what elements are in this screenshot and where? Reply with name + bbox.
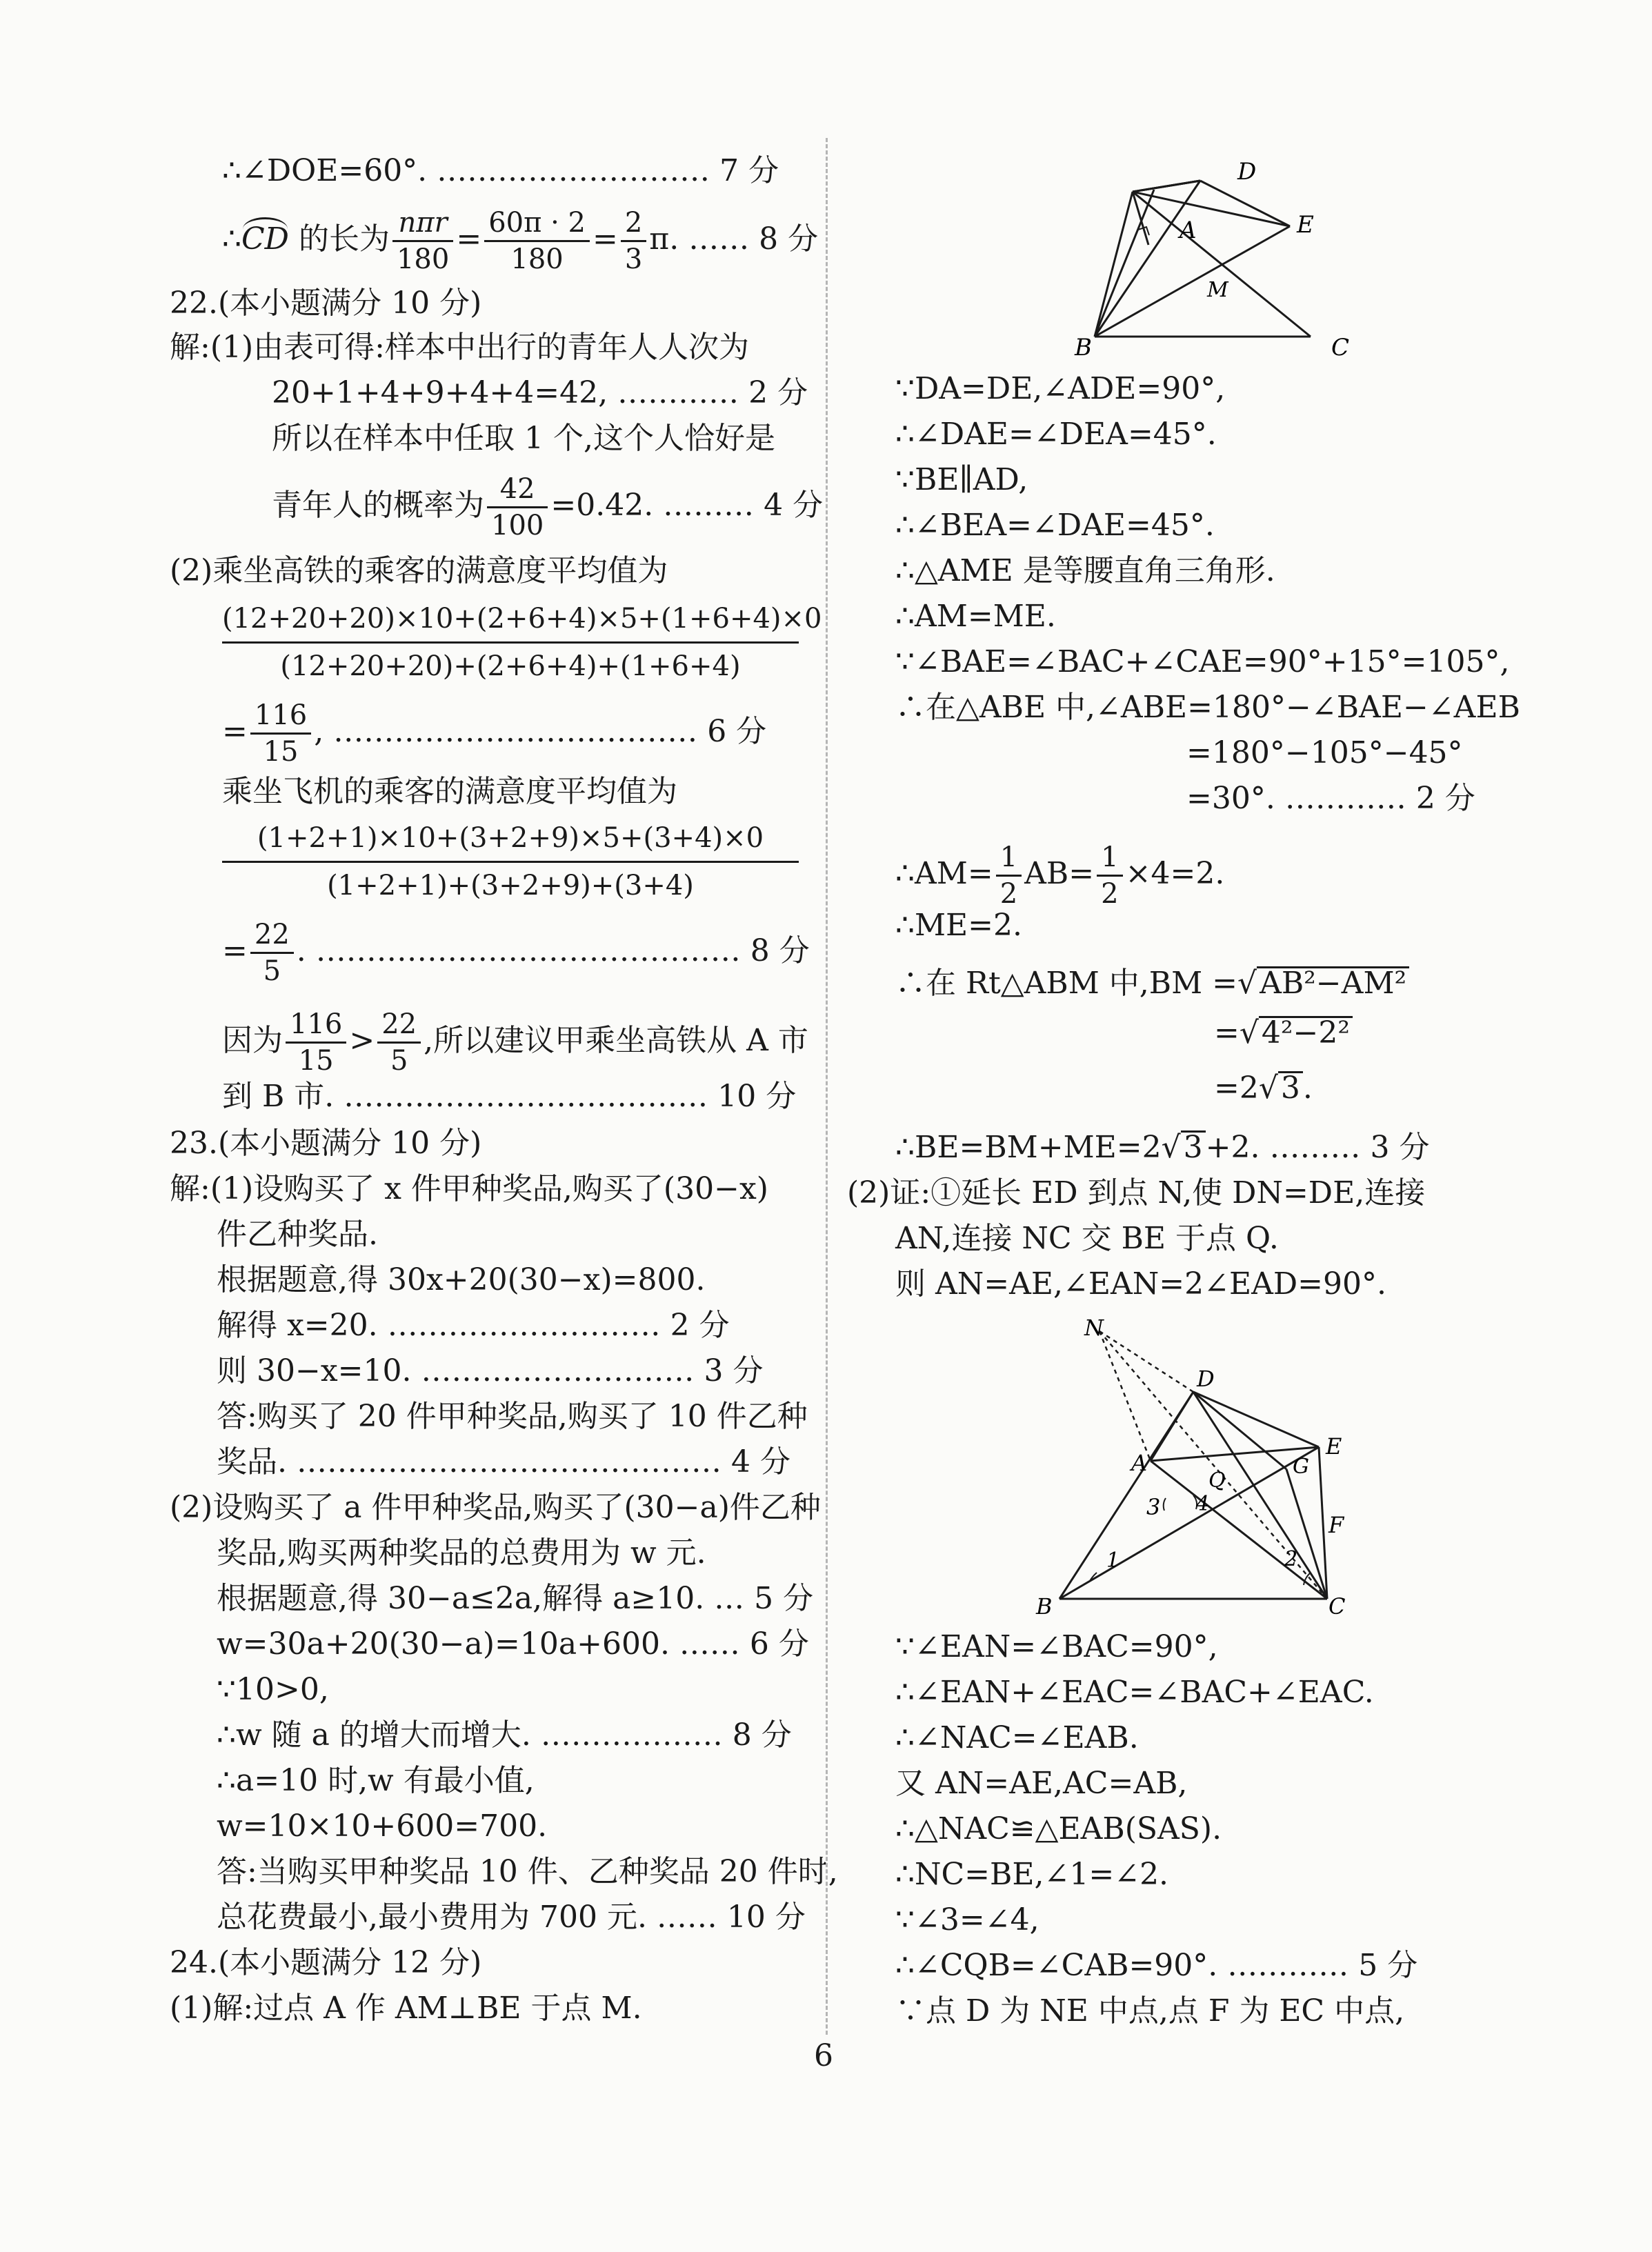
right-line: 又 AN=AE,AC=AB,	[895, 1766, 1188, 1801]
left-line: 答:当购买甲种奖品 10 件、乙种奖品 20 件时,	[217, 1854, 838, 1889]
right-line: ∴BE=BM+ME=2√3+2. ……… 3 分	[895, 1130, 1430, 1165]
right-line: ∴在 Rt△ABM 中,BM =√AB²−AM²	[895, 963, 1409, 1004]
left-line: 解得 x=20. ……………………… 2 分	[217, 1308, 730, 1343]
question-title: 23.(本小题满分 10 分)	[170, 1126, 482, 1161]
left-line: 解:(1)由表可得:样本中出行的青年人人次为	[170, 330, 749, 365]
right-line: =30°. ………… 2 分	[1186, 781, 1475, 816]
fraction: $\frac{1}{2}$	[1097, 840, 1122, 911]
right-line: ∴ME=2.	[895, 908, 1023, 943]
fig2-label-4: 4	[1196, 1492, 1210, 1516]
fig2-dashed-line	[1099, 1331, 1151, 1461]
left-line: = $\frac{116}{15}$ , ……………………………… 6 分	[222, 699, 767, 768]
fig1-label-m: M	[1207, 278, 1228, 302]
left-line: 奖品. …………………………………… 4 分	[217, 1444, 790, 1479]
left-line: w=30a+20(30−a)=10a+600. …… 6 分	[217, 1626, 809, 1662]
fraction: $\frac{116}{15}$	[286, 1007, 346, 1078]
right-line: ∵BE∥AD,	[895, 462, 1028, 497]
fig1-label-a: A	[1180, 217, 1197, 244]
fig2-label-b: B	[1036, 1593, 1053, 1620]
left-line: ∴CD 的长为 $\frac{\text{nπr}}{180}$ = $\frac{60\pi \cdot 2}{180}$ = $\frac{2}{3}$ π. …… 8 分	[222, 207, 819, 275]
left-line: 总花费最小,最小费用为 700 元. …… 10 分	[217, 1900, 806, 1935]
right-line: ∵∠EAN=∠BAC=90°,	[895, 1629, 1218, 1664]
right-line: ∵∠BAE=∠BAC+∠CAE=90°+15°=105°,	[895, 644, 1510, 679]
big-fraction: $\frac{(1+2+1)\times 10+(3+2+9)\times 5+(3+4)\times 0}{(1+2+1)+(3+2+9)+(3+4)}$	[222, 819, 799, 904]
fig2-label-f: F	[1328, 1512, 1344, 1538]
sqrt: AB²−AM²	[1257, 966, 1409, 999]
right-line: ∴∠EAN+∠EAC=∠BAC+∠EAC.	[895, 1675, 1374, 1710]
left-line: 到 B 市. ……………………………… 10 分	[222, 1079, 797, 1114]
fig1-label-d: D	[1237, 158, 1257, 186]
fraction: $\frac{1}{2}$	[996, 840, 1022, 911]
right-line: ∵DA=DE,∠ADE=90°,	[895, 371, 1226, 406]
right-line: (2)证:①延长 ED 到点 N,使 DN=DE,连接	[847, 1175, 1426, 1210]
left-line: 乘坐飞机的乘客的满意度平均值为	[222, 774, 677, 809]
sqrt: 3	[1181, 1130, 1206, 1163]
question-title: 24.(本小题满分 12 分)	[170, 1945, 482, 1980]
sqrt: 3	[1278, 1071, 1303, 1104]
fig2-label-g: G	[1293, 1455, 1309, 1479]
left-line: = $\frac{22}{5}$ . …………………………………… 8 分	[222, 919, 810, 987]
right-line: ∴△NAC≌△EAB(SAS).	[895, 1811, 1222, 1846]
left-line: 所以在样本中任取 1 个,这个人恰好是	[272, 421, 775, 456]
fig2-line	[1059, 1447, 1319, 1599]
right-line: =180°−105°−45°	[1186, 735, 1463, 770]
right-line: =√4²−2²	[1214, 1013, 1353, 1054]
left-line: ∴∠DOE=60°. ……………………… 7 分	[222, 153, 779, 188]
fraction: $\frac{2}{3}$	[621, 206, 646, 277]
left-line: 解:(1)设购买了 x 件甲种奖品,购买了(30−x)	[170, 1171, 768, 1206]
fig1-line	[1133, 192, 1290, 226]
left-line: w=10×10+600=700.	[217, 1808, 548, 1844]
fig1-line	[1133, 181, 1200, 192]
left-line: 奖品,购买两种奖品的总费用为 w 元.	[217, 1535, 706, 1571]
right-line: ∴∠DAE=∠DEA=45°.	[895, 417, 1217, 452]
left-line: (2)设购买了 a 件甲种奖品,购买了(30−a)件乙种	[170, 1490, 821, 1525]
fig2-label-3: 3	[1146, 1494, 1161, 1520]
fig2-label-d: D	[1197, 1366, 1215, 1392]
fig1-label-c: C	[1331, 334, 1350, 361]
left-line: 根据题意,得 30x+20(30−x)=800.	[217, 1262, 706, 1297]
fraction: $\frac{\text{nπr}}{180}$	[392, 206, 453, 277]
fraction: $\frac{22}{5}$	[377, 1007, 421, 1078]
right-line: ∴AM=ME.	[895, 599, 1056, 634]
right-line: ∴△AME 是等腰直角三角形.	[895, 553, 1275, 588]
fig2-label-2: 2	[1284, 1547, 1298, 1571]
right-line: ∴∠NAC=∠EAB.	[895, 1720, 1139, 1755]
fig2-dashed-line	[1099, 1331, 1193, 1392]
left-line: (1)解:过点 A 作 AM⊥BE 于点 M.	[170, 1991, 642, 2026]
right-line: =2√3.	[1214, 1070, 1313, 1106]
fig2-angle-mark	[1164, 1498, 1166, 1511]
fig2-label-e: E	[1326, 1433, 1342, 1459]
fig2-line	[1151, 1392, 1193, 1461]
right-line: ∴∠BEA=∠DAE=45°.	[895, 508, 1215, 543]
fraction: $\frac{116}{15}$	[250, 698, 311, 769]
fig1-label-e: E	[1297, 211, 1314, 239]
left-line: ∴a=10 时,w 有最小值,	[217, 1763, 535, 1798]
right-line: 则 AN=AE,∠EAN=2∠EAD=90°.	[895, 1266, 1387, 1302]
left-line: 根据题意,得 30−a≤2a,解得 a≥10. … 5 分	[217, 1581, 814, 1616]
fraction: $\frac{22}{5}$	[250, 917, 294, 988]
left-line: 青年人的概率为 $\frac{42}{100}$ =0.42. ……… 4 分	[272, 473, 824, 541]
fig1-line	[1200, 181, 1290, 226]
right-line: ∴∠CQB=∠CAB=90°. ………… 5 分	[895, 1948, 1418, 1983]
big-fraction: $\frac{(12+20+20)\times 10+(2+6+4)\times 5+(1+6+4)\times 0}{(12+20+20)+(2+6+4)+(1+6+4)}$	[222, 600, 799, 685]
right-line: ∴AM= $\frac{1}{2}$ AB= $\frac{1}{2}$ ×4=2.	[895, 841, 1225, 910]
right-line: AN,连接 NC 交 BE 于点 Q.	[895, 1221, 1279, 1256]
right-line: ∵点 D 为 NE 中点,点 F 为 EC 中点,	[895, 1993, 1405, 2029]
left-line: 20+1+4+9+4+4=42, ………… 2 分	[272, 375, 808, 410]
fig2-label-1: 1	[1106, 1548, 1120, 1573]
left-line: ∴w 随 a 的增大而增大. ……………… 8 分	[217, 1717, 792, 1753]
left-line: 答:购买了 20 件甲种奖品,购买了 10 件乙种	[217, 1399, 808, 1434]
fig1-label-b: B	[1075, 334, 1092, 361]
left-line: 件乙种奖品.	[217, 1217, 378, 1252]
fig1-line	[1095, 192, 1133, 337]
fig2-label-q: Q	[1208, 1468, 1226, 1493]
sqrt: 4²−2²	[1259, 1016, 1353, 1048]
figure-quadrilateral	[1028, 1311, 1373, 1621]
right-line: ∴在△ABE 中,∠ABE=180°−∠BAE−∠AEB	[895, 690, 1520, 725]
fraction: $\frac{60\pi \cdot 2}{180}$	[484, 206, 590, 277]
figure-triangle-abe	[1062, 155, 1366, 362]
arc-cd: CD	[241, 219, 289, 260]
right-line: ∴NC=BE,∠1=∠2.	[895, 1857, 1169, 1892]
fraction: $\frac{42}{100}$	[487, 472, 548, 543]
left-line: 则 30−x=10. ……………………… 3 分	[217, 1353, 764, 1388]
page-number: 6	[814, 2038, 833, 2073]
column-divider	[826, 138, 828, 2035]
fig2-label-c: C	[1328, 1593, 1346, 1620]
left-line: ∵10>0,	[217, 1672, 329, 1707]
fig2-label-n: N	[1084, 1315, 1104, 1341]
fig2-label-a: A	[1131, 1450, 1148, 1476]
left-line: (2)乘坐高铁的乘客的满意度平均值为	[170, 553, 668, 588]
question-title: 22.(本小题满分 10 分)	[170, 286, 482, 321]
left-line: 因为 $\frac{116}{15}$ > $\frac{22}{5}$ ,所以建议甲乘坐高铁从 A 市	[222, 1008, 808, 1077]
right-line: ∵∠3=∠4,	[895, 1902, 1039, 1937]
fig2-line	[1193, 1392, 1327, 1599]
